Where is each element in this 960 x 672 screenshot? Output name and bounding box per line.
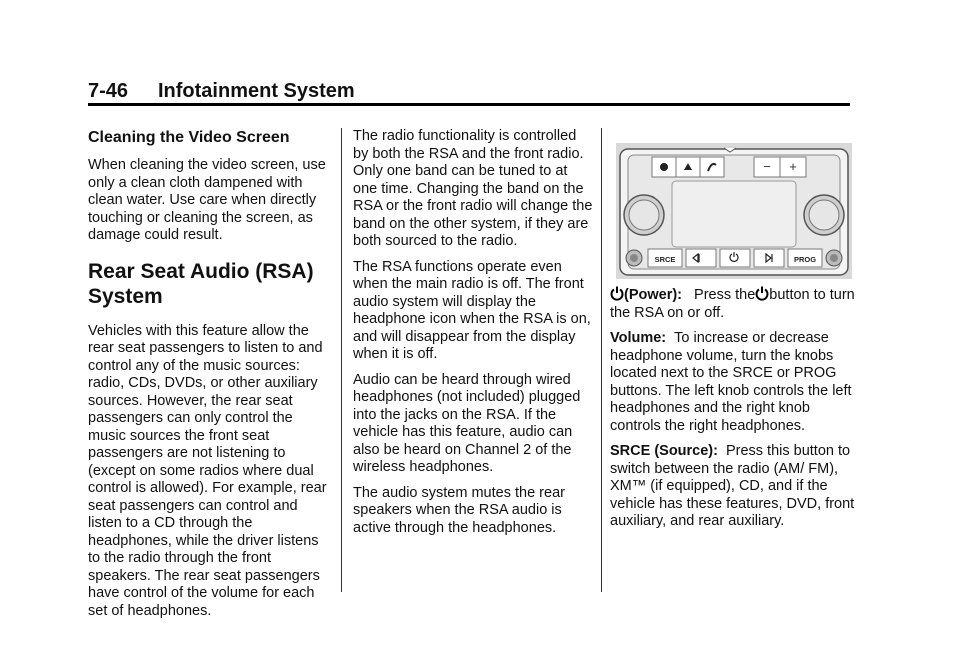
section-title: Infotainment System <box>158 80 355 102</box>
power-icon <box>755 286 769 301</box>
paragraph-power <box>610 286 855 322</box>
power-text-b: button to turn the RSA on or off. <box>610 287 855 321</box>
heading-rear-seat-audio: Rear Seat Audio (RSA) System <box>88 259 314 308</box>
svg-text:+: + <box>789 159 797 174</box>
svg-text:−: − <box>763 159 771 174</box>
column-divider <box>341 128 342 592</box>
heading-cleaning-video-screen: Cleaning the Video Screen <box>88 129 290 146</box>
volume-label: Volume: <box>610 330 667 346</box>
power-label: (Power): <box>610 287 682 303</box>
prog-button-label: PROG <box>793 255 817 264</box>
column-right <box>610 286 855 539</box>
srce-label: SRCE (Source): <box>610 443 718 459</box>
page-number: 7-46 <box>88 80 129 102</box>
column-divider <box>601 128 602 592</box>
paragraph-srce <box>610 443 855 531</box>
paragraph-volume <box>610 330 855 435</box>
power-text-a: Press the <box>694 287 756 303</box>
power-icon <box>610 286 624 301</box>
paragraph-rsa-functions: The RSA functions operate even when the main radio is off. The front audio system will display the headphone icon when the RSA is on, and will disappear from the display when it is off. <box>353 258 591 362</box>
column-left <box>88 128 334 628</box>
column-middle <box>353 128 593 545</box>
srce-text: Press this button to switch between the radio (AM/ FM), XM™ (if equipped), CD, and if the vehicle has these features, DVD, front auxiliary, and rear auxiliary. <box>610 443 855 529</box>
paragraph-cleaning: When cleaning the video screen, use only a clean cloth dampened with clean water. Use care when directly touching or cleaning the screen, as damage could result. <box>88 157 326 243</box>
paragraph-rsa-intro: Vehicles with this feature allow the rear seat passengers to listen to and control any of the music sources: radio, CDs, DVDs, or other auxiliary sources. However, the rear seat passengers can only control the music sources the front seat passengers are not listening to (except on some radios where dual control is allowed). For example, rear seat passengers can control and listen to a CD through the headphones, while the driver listens to the radio through the front speakers. The rear seat passengers have control of the volume for each set of headphones. <box>88 322 327 619</box>
paragraph-radio-functionality: The radio functionality is controlled by both the RSA and the front radio. Only one band can be tuned to at one time. Changing the band on the RSA or the front radio will change the band on the other system, if they are both sourced to the radio. <box>353 128 593 249</box>
header-rule <box>88 103 850 106</box>
paragraph-mute-speakers: The audio system mutes the rear speakers when the RSA audio is active through the headphones. <box>353 484 565 536</box>
rsa-control-panel-illustration <box>616 143 852 279</box>
srce-button-label: SRCE <box>654 255 676 264</box>
volume-text: To increase or decrease headphone volume, turn the knobs located next to the SRCE or PROG buttons. The left knob controls the left headphones and the right knob controls the right headphones. <box>610 330 852 434</box>
paragraph-wired-headphones: Audio can be heard through wired headphones (not included) plugged into the jacks on the RSA. If the vehicle has this feature, audio can also be heard on Channel 2 of the wireless headphones. <box>353 371 581 475</box>
